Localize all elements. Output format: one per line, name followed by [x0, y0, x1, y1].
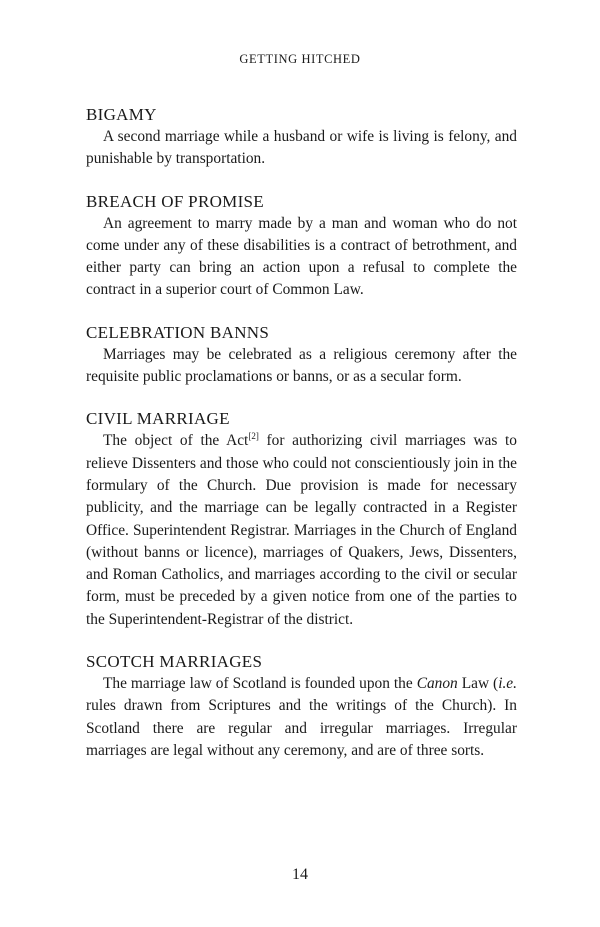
section-scotch-marriages: [86, 651, 517, 762]
section-heading: SCOTCH MARRIAGES: [86, 652, 263, 672]
paragraph-text: rules drawn from Scriptures and the writings of the Church). In Scotland there are regular and irregular marriages. Irregular marriages are legal without any ceremony, and are of three sorts.: [86, 697, 517, 759]
paragraph-text: The marriage law of Scotland is founded upon the: [103, 675, 417, 693]
section-bigamy: [86, 104, 517, 171]
section-breach-of-promise: [86, 191, 517, 302]
section-heading: CELEBRATION BANNS: [86, 322, 270, 342]
paragraph-text: Law (: [457, 675, 499, 693]
section-paragraph: [86, 673, 517, 762]
italic-term: i.e.: [498, 675, 517, 693]
section-civil-marriage: [86, 408, 517, 631]
paragraph-text: for authorizing civil marriages was to relieve Dissenters and those who could not conscientiously join in the formulary of the Church. Due provision is made for necessary publicity, and the marriage can be legally contracted in a Register Office. Superintendent Registrar. Marriages in the Church of England (without banns or licence), marriages of Quakers, Jews, Dissenters, and Roman Catholics, and marriages according to the civil or secular form, must be preceded by a given notice from one of the parties to the Superintendent-Registrar of the district.: [86, 432, 517, 628]
section-paragraph: An agreement to marry made by a man and woman who do not come under any of these disabilities is a contract of betrothment, and either party can bring an action upon a refusal to complete the contract in a superior court of Common Law.: [86, 214, 517, 299]
running-head: GETTING HITCHED: [239, 52, 361, 66]
paragraph-text: The object of the Act: [103, 432, 249, 450]
page-body: [86, 104, 517, 782]
page-number: 14: [292, 866, 308, 883]
section-heading: BREACH OF PROMISE: [86, 191, 264, 211]
section-paragraph: A second marriage while a husband or wife is living is felony, and punishable by transportation.: [86, 128, 517, 168]
section-heading: BIGAMY: [86, 105, 157, 124]
section-celebration-banns: [86, 322, 517, 389]
section-heading: CIVIL MARRIAGE: [86, 409, 230, 429]
section-paragraph: Marriages may be celebrated as a religious ceremony after the requisite public proclamations or banns, or as a secular form.: [86, 345, 517, 386]
italic-term: Canon: [416, 675, 458, 693]
footnote-reference[interactable]: [2]: [248, 431, 259, 442]
section-paragraph: [86, 430, 517, 631]
